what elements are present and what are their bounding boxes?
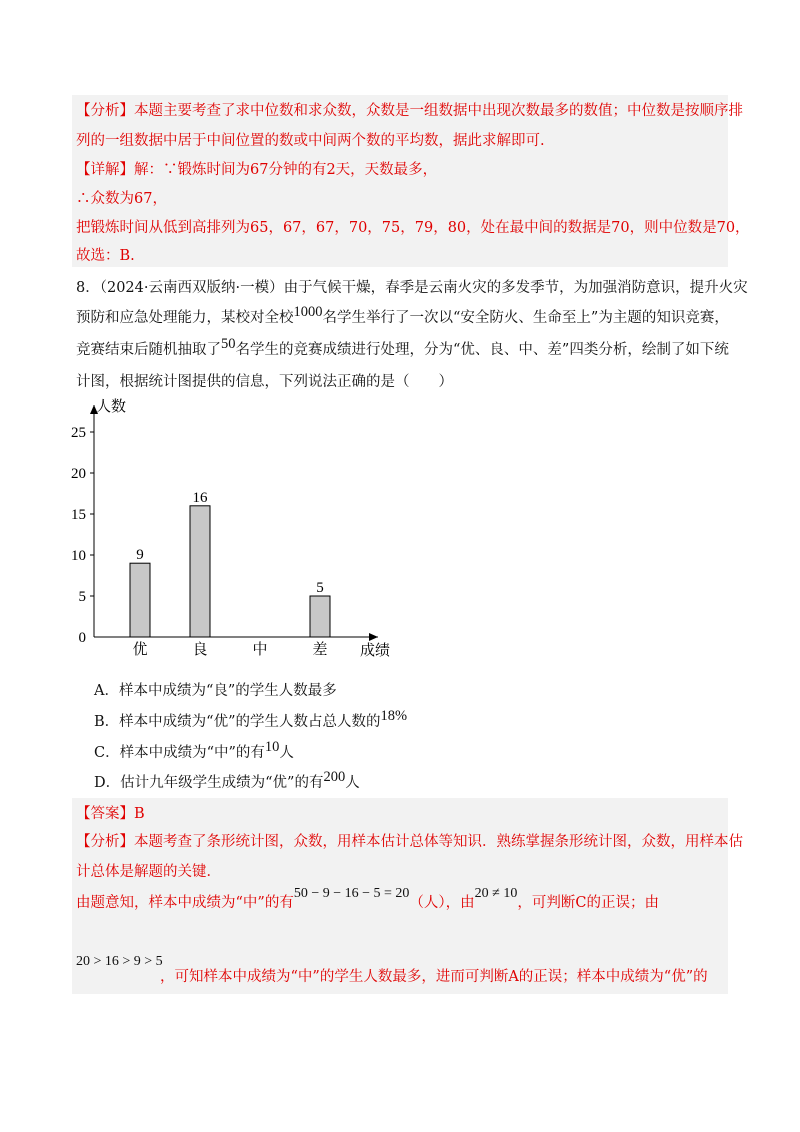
y-tick-label: 0 [78, 630, 86, 646]
question8-text-2b: 名学生举行了一次以“安全防火、生命至上”为主题的知识竞赛， [322, 310, 729, 326]
answer-line [76, 804, 145, 824]
option-c-math: 10 [264, 739, 280, 755]
answer-tag: 【答案】 [76, 806, 134, 822]
y-axis-label: 人数 [96, 399, 127, 415]
analysis2-text-3a: 由题意知，样本中成绩为“中”的有 [76, 895, 294, 911]
answer-value: B [134, 806, 145, 822]
bar-data-label: 5 [316, 580, 324, 596]
detail1-text-1: 解：∵锻炼时间为67分钟的有2天，天数最多， [134, 162, 438, 178]
expr-subtraction: 50 − 9 − 16 − 5 = 20 [293, 886, 410, 901]
question8-text-3a: 竞赛结束后随机抽取了 [76, 342, 221, 358]
option-d-text: D．估计九年级学生成绩为“优”的有 [94, 775, 324, 791]
detail1-line1 [76, 160, 437, 180]
y-tick-label: 25 [71, 425, 86, 441]
analysis2-text-3b: （人），由 [409, 895, 475, 911]
x-tick-label: 中 [252, 642, 268, 658]
option-b [94, 708, 408, 732]
x-axis-arrow [369, 633, 378, 641]
y-tick-label: 15 [71, 507, 86, 523]
analysis1-text-1: 本题主要考查了求中位数和求众数，众数是一组数据中出现次数最多的数值；中位数是按顺序排 [134, 103, 743, 119]
expr-inequality: 20 > 16 > 9 > 5 [76, 954, 163, 969]
option-d-math: 200 [323, 769, 346, 785]
analysis2-line4: ，可知样本中成绩为“中”的学生人数最多，进而可判断A的正误；样本中成绩为“优”的 [160, 969, 708, 985]
option-a: A．样本中成绩为“良”的学生人数最多 [94, 683, 337, 699]
bar [130, 563, 150, 637]
detail-tag: 【详解】 [76, 162, 134, 178]
detail1-line2: ∴众数为67， [76, 191, 167, 207]
option-b-text: B．样本中成绩为“优”的学生人数占总人数的 [94, 714, 381, 730]
analysis2-text-3c: ，可判断C的正误；由 [517, 895, 659, 911]
option-c-text: C．样本中成绩为“中”的有 [94, 745, 265, 761]
option-c-tail: 人 [279, 745, 294, 761]
analysis2-line1 [76, 832, 743, 852]
bar-data-label: 9 [136, 547, 144, 564]
expr-not-equal: 20 ≠ 10 [474, 886, 518, 901]
question8-line2 [76, 304, 729, 328]
y-tick-label: 20 [71, 466, 86, 482]
analysis2-text-1: 本题考查了条形统计图，众数，用样本估计总体等知识．熟练掌握条形统计图，众数，用样本估 [134, 834, 743, 850]
option-d-tail: 人 [345, 775, 360, 791]
analysis2-line3 [76, 886, 659, 914]
y-tick-label: 10 [71, 548, 86, 564]
x-tick-label: 优 [132, 642, 148, 658]
question8-line3 [76, 336, 729, 360]
option-b-math: 18% [380, 708, 408, 724]
x-tick-label: 良 [192, 642, 208, 658]
y-tick-label: 5 [78, 589, 86, 605]
bar [310, 596, 330, 637]
detail1-line3: 把锻炼时间从低到高排列为65，67，67，70，75，79，80，处在最中间的数据是70，则中位数是70， [76, 220, 750, 236]
bar-chart [60, 395, 400, 665]
question8-line1: 8．（2024·云南西双版纳·一模）由于气候干燥，春季是云南火灾的多发季节，为加强消防意识，提升火灾 [76, 280, 748, 296]
question8-line4: 计图，根据统计图提供的信息，下列说法正确的是（ ） [76, 374, 453, 390]
detail1-line4: 故选：B. [76, 248, 135, 264]
x-axis-label: 成绩 [360, 643, 391, 659]
x-tick-label: 差 [312, 642, 328, 658]
number-1000: 1000 [293, 304, 323, 320]
bar-data-label: 16 [192, 489, 208, 506]
option-c [94, 739, 294, 763]
analysis-tag: 【分析】 [76, 103, 134, 119]
question8-text-2a: 预防和应急处理能力，某校对全校 [76, 310, 294, 326]
option-d [94, 769, 360, 793]
analysis2-line2: 计总体是解题的关键． [76, 864, 221, 880]
analysis2-tag: 【分析】 [76, 834, 134, 850]
analysis1-line2: 列的一组数据中居于中间位置的数或中间两个数的平均数，据此求解即可. [76, 133, 545, 149]
question8-text-3b: 名学生的竞赛成绩进行处理，分为“优、良、中、差”四类分析，绘制了如下统 [235, 342, 729, 358]
analysis1-line1 [76, 101, 743, 121]
bar [190, 506, 210, 637]
number-50: 50 [221, 336, 236, 352]
